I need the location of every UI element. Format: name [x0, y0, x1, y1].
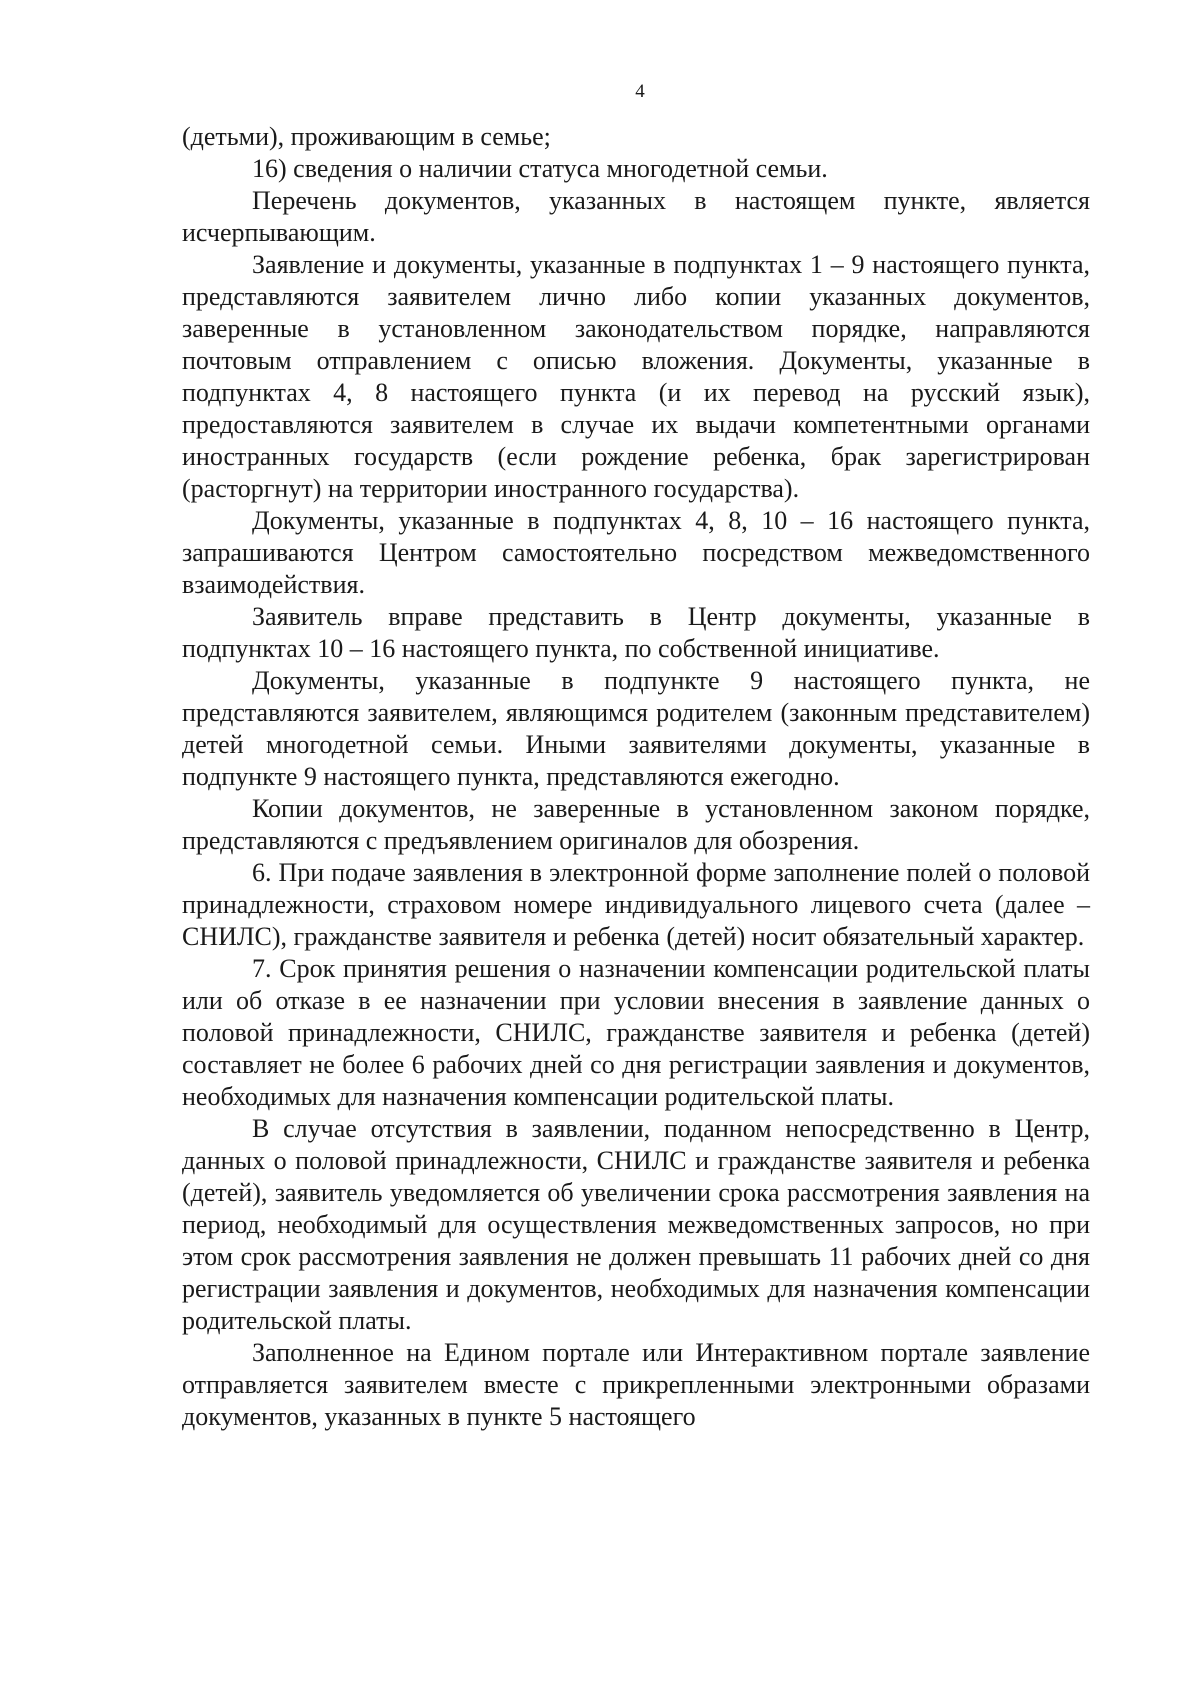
document-body — [182, 121, 1090, 1433]
paragraph-10: 7. Срок принятия решения о назначении компенсации родительской платы или об отказе в ее назначении при условии внесения в заявление данных о половой принадлежности, СНИЛС, гражданстве заявителя и ребенка (детей) составляет не более 6 рабочих дней со дня регистрации заявления и документов, необходимых для назначения компенсации родительской платы. — [182, 954, 1090, 1111]
paragraph-5: Документы, указанные в подпунктах 4, 8, 10 – 16 настоящего пункта, запрашиваются Центром самостоятельно посредством межведомственного взаимодействия. — [182, 506, 1090, 599]
paragraph-8: Копии документов, не заверенные в установленном законом порядке, представляются с предъявлением оригиналов для обозрения. — [182, 794, 1090, 855]
paragraph-4: Заявление и документы, указанные в подпунктах 1 – 9 настоящего пункта, представляются заявителем лично либо копии указанных документов, заверенные в установленном законодательством порядке, направляются почтовым отправлением с описью вложения. Документы, указанные в подпунктах 4, 8 настоящего пункта (и их перевод на русский язык), предоставляются заявителем в случае их выдачи компетентными органами иностранных государств (если рождение ребенка, брак зарегистрирован (расторгнут) на территории иностранного государства). — [182, 250, 1090, 503]
paragraph-7: Документы, указанные в подпункте 9 настоящего пункта, не представляются заявителем, являющимся родителем (законным представителем) детей многодетной семьи. Иными заявителями документы, указанные в подпункте 9 настоящего пункта, представляются ежегодно. — [182, 666, 1090, 791]
paragraph-11: В случае отсутствия в заявлении, поданном непосредственно в Центр, данных о половой принадлежности, СНИЛС и гражданстве заявителя и ребенка (детей), заявитель уведомляется об увеличении срока рассмотрения заявления на период, необходимый для осуществления межведомственных запросов, но при этом срок рассмотрения заявления не должен превышать 11 рабочих дней со дня регистрации заявления и документов, необходимых для назначения компенсации родительской платы. — [182, 1114, 1090, 1335]
paragraph-12: Заполненное на Едином портале или Интерактивном портале заявление отправляется заявителем вместе с прикрепленными электронными образами документов, указанных в пункте 5 настоящего — [182, 1338, 1090, 1431]
paragraph-2: 16) сведения о наличии статуса многодетной семьи. — [252, 154, 828, 183]
paragraph-1: (детьми), проживающим в семье; — [182, 122, 551, 151]
paragraph-6: Заявитель вправе представить в Центр документы, указанные в подпунктах 10 – 16 настоящего пункта, по собственной инициативе. — [182, 602, 1090, 663]
paragraph-3: Перечень документов, указанных в настоящем пункте, является исчерпывающим. — [182, 186, 1090, 247]
paragraph-9: 6. При подаче заявления в электронной форме заполнение полей о половой принадлежности, страховом номере индивидуального лицевого счета (далее – СНИЛС), гражданстве заявителя и ребенка (детей) носит обязательный характер. — [182, 858, 1090, 951]
page-number: 4 — [635, 81, 645, 102]
